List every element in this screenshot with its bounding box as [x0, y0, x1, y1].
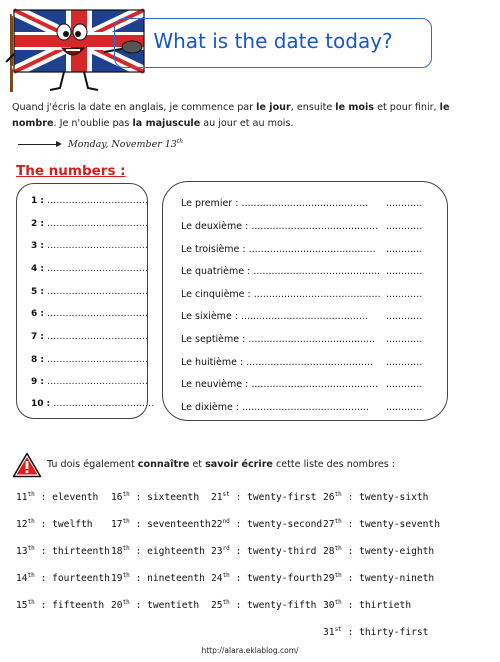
number-digits: 16 [111, 492, 123, 504]
number-list-item: 26th : twenty-sixth [323, 491, 429, 504]
number-suffix: th [122, 599, 130, 606]
answer-blank[interactable]: ................................. [47, 355, 149, 365]
number-list-item: 11th : eleventh [16, 491, 99, 504]
number-digits: 11 [16, 492, 28, 504]
number-word: thirty-first [359, 627, 429, 639]
number-list-item: 14th : fourteenth [16, 572, 110, 585]
ordinal-label: Le dixième : [181, 402, 240, 413]
ordinal-row [181, 357, 431, 368]
answer-blank[interactable]: ................................. [47, 309, 149, 319]
intro-bold-month: le mois [335, 102, 375, 113]
intro-bold-day: le jour [256, 102, 291, 113]
number-list-item: 18th : eighteenth [111, 545, 205, 558]
ordinal-label: Le sixième : [181, 311, 239, 322]
number-word: twentieth [147, 600, 200, 612]
number-digits: 13 [16, 546, 28, 558]
example-text: Monday, November 13 [68, 139, 177, 151]
number-digits: 15 [16, 600, 28, 612]
number-list-item: 13th : thirteenth [16, 545, 110, 558]
footer-url: http://alara.eklablog.com/ [201, 646, 299, 655]
cardinal-row [31, 241, 148, 251]
answer-blank-short[interactable]: ............ [386, 198, 423, 209]
number-suffix: st [334, 626, 342, 633]
answer-blank-short[interactable]: ............ [386, 311, 423, 322]
ordinal-row [181, 198, 431, 209]
number-word: nineteenth [147, 573, 205, 585]
number-digits: 12 [16, 519, 28, 531]
ordinal-row [181, 244, 431, 255]
ordinal-row [181, 311, 431, 322]
answer-blank[interactable]: .......................................... [251, 379, 379, 390]
number-word: fifteenth [52, 600, 105, 612]
number-suffix: th [334, 545, 342, 552]
cardinal-row [31, 287, 148, 297]
warning-text-1: Tu dois également [47, 459, 138, 470]
number-word: thirteenth [52, 546, 110, 558]
answer-blank-short[interactable]: ............ [386, 266, 423, 277]
number-word: seventeenth [147, 519, 211, 531]
cardinal-row [31, 219, 148, 229]
number-digits: 22 [211, 519, 223, 531]
number-digits: 23 [211, 546, 223, 558]
number-suffix: st [222, 491, 230, 498]
answer-blank-short[interactable]: ............ [386, 334, 423, 345]
number-digits: 18 [111, 546, 123, 558]
number-digits: 28 [323, 546, 335, 558]
number-word: twenty-seventh [359, 519, 440, 531]
ordinal-label: Le neuvième : [181, 379, 249, 390]
answer-blank[interactable]: .......................................... [248, 334, 376, 345]
number-digits: 20 [111, 600, 123, 612]
intro-text-5: au jour et au mois. [200, 118, 294, 129]
number-suffix: th [222, 572, 230, 579]
cardinal-label: 2 : [31, 219, 44, 229]
number-word: sixteenth [147, 492, 200, 504]
answer-blank-short[interactable]: ............ [386, 244, 423, 255]
warning-text-2: et [189, 459, 206, 470]
number-list-item: 20th : twentieth [111, 599, 200, 612]
ordinal-label: Le premier : [181, 198, 239, 209]
ordinal-label: Le septième : [181, 334, 246, 345]
number-word: twenty-first [247, 492, 317, 504]
number-digits: 21 [211, 492, 223, 504]
cardinal-label: 3 : [31, 241, 44, 251]
cardinal-label: 8 : [31, 355, 44, 365]
number-suffix: th [222, 599, 230, 606]
number-digits: 14 [16, 573, 28, 585]
ordinal-label: Le huitième : [181, 357, 244, 368]
number-digits: 17 [111, 519, 123, 531]
number-suffix: th [334, 491, 342, 498]
intro-bold-number: le nombre [12, 102, 450, 129]
number-list-item: 22nd : twenty-second [211, 518, 323, 531]
ordinal-label: Le quatrième : [181, 266, 251, 277]
example-suffix: th [176, 138, 184, 145]
answer-blank[interactable]: ................................. [47, 287, 149, 297]
number-suffix: th [27, 491, 35, 498]
answer-blank[interactable]: ................................. [47, 264, 149, 274]
intro-text-4: . Je n'oublie pas [53, 118, 133, 129]
number-list-item: 12th : twelfth [16, 518, 93, 531]
number-suffix: nd [222, 518, 230, 525]
intro-text-3: et pour finir, [374, 102, 440, 113]
number-word: twenty-fifth [247, 600, 317, 612]
number-list-item: 31st : thirty-first [323, 626, 429, 639]
ordinal-row [181, 266, 431, 277]
number-word: eighteenth [147, 546, 205, 558]
cardinal-row [31, 309, 148, 319]
ordinal-row [181, 379, 431, 390]
number-suffix: th [122, 545, 130, 552]
answer-blank[interactable]: ................................. [47, 196, 149, 206]
warning-bold-write: savoir écrire [205, 459, 273, 470]
number-suffix: th [122, 518, 130, 525]
cardinal-row [31, 264, 148, 274]
number-word: twenty-fourth [247, 573, 323, 585]
answer-blank-short[interactable]: ............ [386, 221, 423, 232]
number-digits: 24 [211, 573, 223, 585]
ordinal-row [181, 334, 431, 345]
answer-blank[interactable]: .......................................... [248, 244, 376, 255]
answer-blank[interactable]: .......................................... [246, 357, 374, 368]
ordinal-row [181, 289, 431, 300]
number-word: twenty-sixth [359, 492, 429, 504]
number-list-item: 30th : thirtieth [323, 599, 412, 612]
number-word: twenty-third [247, 546, 317, 558]
answer-blank-short[interactable]: ............ [386, 289, 423, 300]
answer-blank[interactable]: .......................................... [242, 402, 369, 413]
number-list-item: 19th : nineteenth [111, 572, 205, 585]
cardinal-label: 10 : [31, 399, 51, 409]
answer-blank-short[interactable]: ............ [386, 379, 423, 390]
cardinal-row [31, 377, 148, 387]
number-digits: 29 [323, 573, 335, 585]
intro-text-2: , ensuite [290, 102, 336, 113]
cardinal-label: 6 : [31, 309, 44, 319]
date-example [18, 138, 183, 150]
answer-blank-short[interactable]: ............ [386, 402, 423, 413]
cardinal-label: 5 : [31, 287, 44, 297]
cardinal-label: 1 : [31, 196, 44, 206]
intro-paragraph [12, 100, 492, 132]
answer-blank[interactable]: ................................. [47, 219, 149, 229]
page-title: What is the date today? [153, 29, 393, 53]
answer-blank[interactable]: .......................................... [253, 289, 381, 300]
number-suffix: th [27, 599, 35, 606]
number-word: eleventh [52, 492, 99, 504]
answer-blank[interactable]: .......................................... [253, 266, 381, 277]
number-word: fourteenth [52, 573, 110, 585]
number-suffix: rd [222, 545, 230, 552]
cardinal-label: 9 : [31, 377, 44, 387]
number-list-item: 23rd : twenty-third [211, 545, 317, 558]
answer-blank[interactable]: .......................................... [241, 198, 369, 209]
number-suffix: th [334, 518, 342, 525]
cardinal-row [31, 196, 148, 206]
number-digits: 26 [323, 492, 335, 504]
answer-blank[interactable]: ................................. [53, 399, 155, 409]
answer-blank[interactable]: ................................. [47, 241, 149, 251]
number-word: thirtieth [359, 600, 412, 612]
ordinal-label: Le deuxième : [181, 221, 249, 232]
number-list-item: 25th : twenty-fifth [211, 599, 317, 612]
number-suffix: th [334, 599, 342, 606]
number-list-item: 21st : twenty-first [211, 491, 317, 504]
number-digits: 27 [323, 519, 335, 531]
answer-blank[interactable]: ................................. [47, 377, 149, 387]
number-list-item: 28th : twenty-eighth [323, 545, 435, 558]
cardinal-row [31, 332, 148, 342]
number-list-item: 29th : twenty-nineth [323, 572, 435, 585]
ordinal-row [181, 221, 431, 232]
number-suffix: th [27, 518, 35, 525]
answer-blank[interactable]: ................................. [47, 332, 149, 342]
numbers-heading: The numbers : [16, 163, 126, 179]
cardinal-row [31, 355, 148, 365]
number-list-item: 24th : twenty-fourth [211, 572, 323, 585]
answer-blank[interactable]: .......................................... [251, 221, 379, 232]
warning-bold-know: connaître [137, 459, 190, 470]
number-word: twenty-nineth [359, 573, 435, 585]
number-list-item: 17th : seventeenth [111, 518, 211, 531]
cardinal-label: 4 : [31, 264, 44, 274]
cardinal-numbers-box [16, 183, 155, 419]
number-suffix: th [334, 572, 342, 579]
number-suffix: th [122, 491, 130, 498]
intro-bold-capital: la majuscule [132, 118, 201, 129]
warning-icon [12, 452, 42, 478]
warning-text [47, 459, 395, 470]
number-suffix: th [27, 545, 35, 552]
number-list-item: 16th : sixteenth [111, 491, 200, 504]
title-box [114, 18, 432, 68]
number-digits: 30 [323, 600, 335, 612]
ordinal-numbers-box [162, 181, 448, 421]
arrow-right-icon [18, 144, 60, 145]
intro-text-1: Quand j'écris la date en anglais, je commence par [12, 102, 257, 113]
number-digits: 25 [211, 600, 223, 612]
number-word: twelfth [52, 519, 93, 531]
number-list-item: 27th : twenty-seventh [323, 518, 440, 531]
number-list-item: 15th : fifteenth [16, 599, 105, 612]
cardinal-label: 7 : [31, 332, 44, 342]
warning-text-3: cette liste des nombres : [272, 459, 396, 470]
ordinal-label: Le troisième : [181, 244, 246, 255]
answer-blank[interactable]: .......................................... [241, 311, 368, 322]
answer-blank-short[interactable]: ............ [386, 357, 423, 368]
ordinal-row [181, 402, 431, 413]
ordinal-label: Le cinquième : [181, 289, 251, 300]
number-word: twenty-second [247, 519, 323, 531]
number-suffix: th [122, 572, 130, 579]
number-digits: 31 [323, 627, 335, 639]
number-digits: 19 [111, 573, 123, 585]
number-word: twenty-eighth [359, 546, 435, 558]
number-suffix: th [27, 572, 35, 579]
cardinal-row [31, 399, 154, 409]
